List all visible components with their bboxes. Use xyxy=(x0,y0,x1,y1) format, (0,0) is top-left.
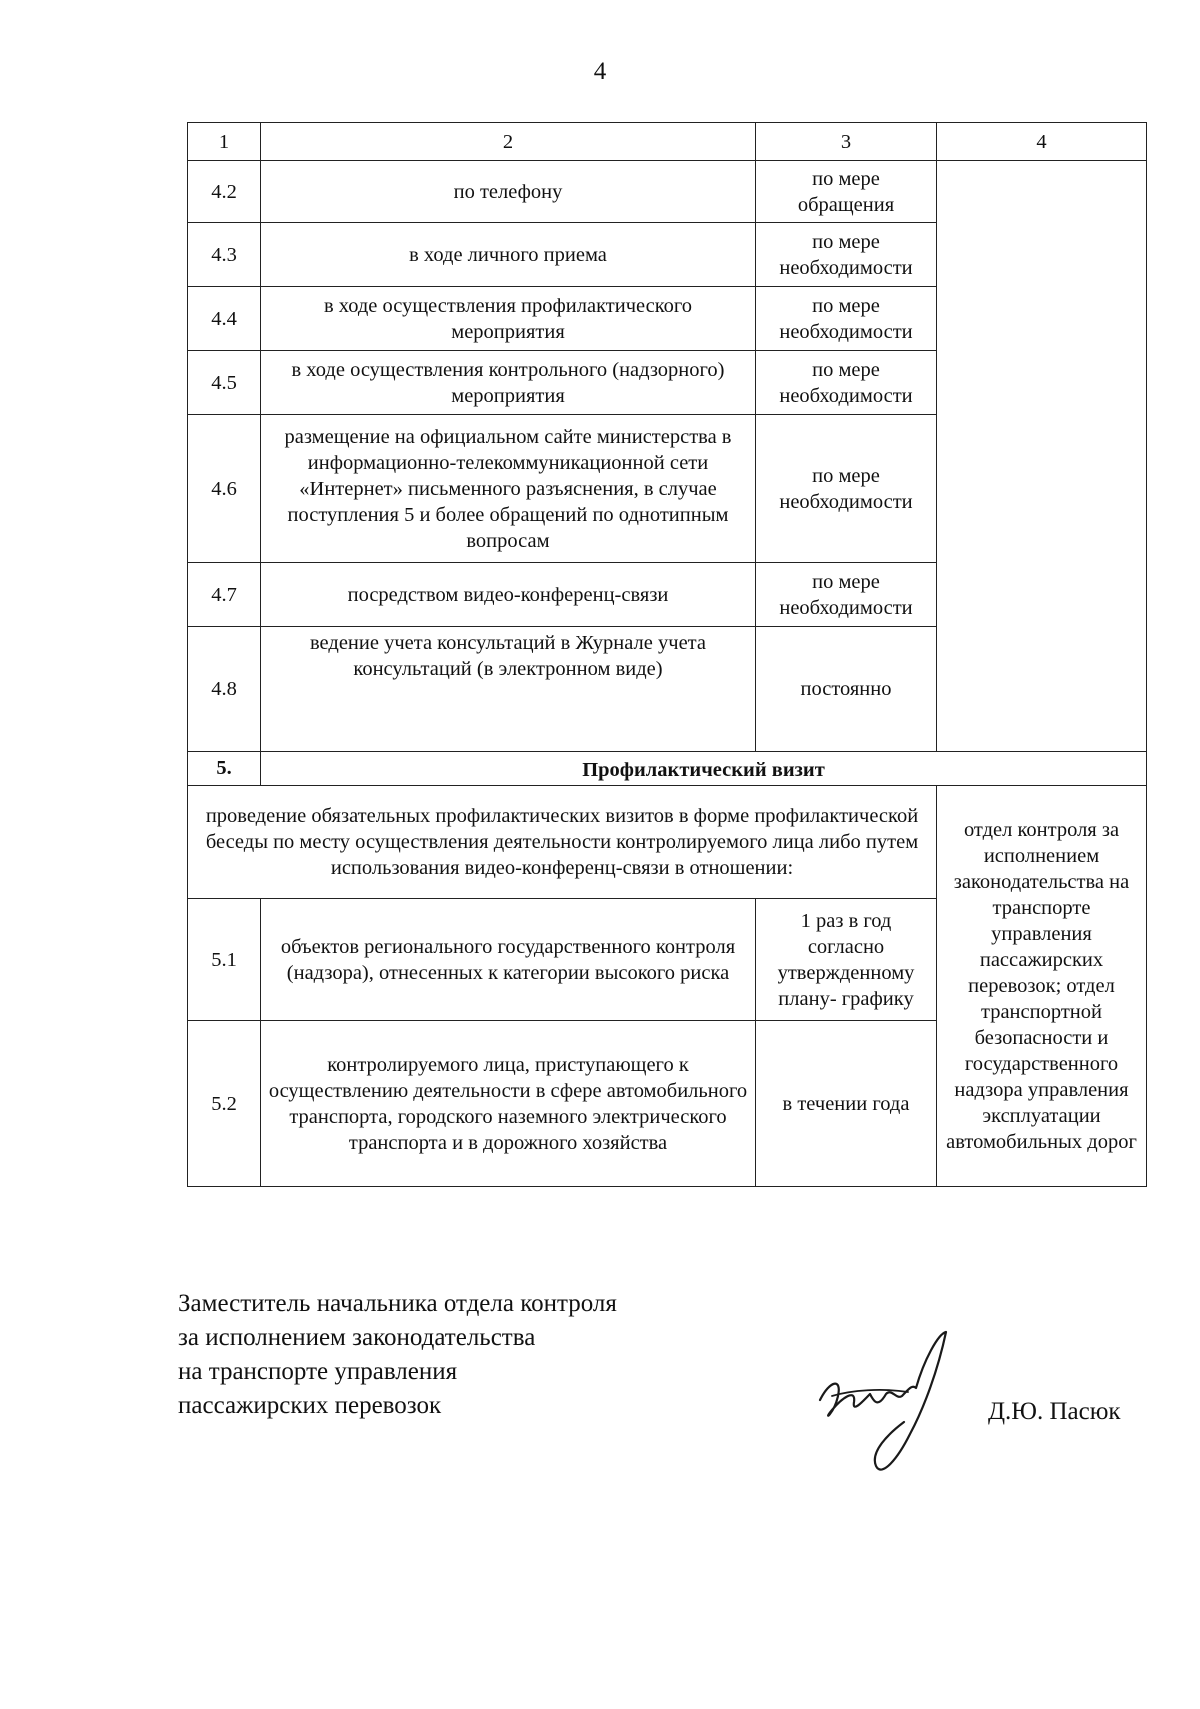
row-number: 4.4 xyxy=(188,287,261,351)
row-text: объектов регионального государственного контроля (надзора), отнесенных к категории высокого риска xyxy=(261,899,756,1021)
section-title: Профилактический визит xyxy=(261,752,1147,786)
row-period: по мере необходимости xyxy=(756,415,937,563)
row-period: постоянно xyxy=(756,627,937,752)
section-header-row xyxy=(188,752,1147,786)
responsible-cell-empty xyxy=(937,161,1147,752)
column-header-1: 1 xyxy=(188,123,261,161)
responsible-departments: отдел контроля за исполнением законодательства на транспорте управления пассажирских перевозок; отдел транспортной безопасности и государственного надзора управления эксплуатации автомобильных дорог xyxy=(937,786,1147,1187)
row-text: ведение учета консультаций в Журнале учета консультаций (в электронном виде) xyxy=(261,627,756,752)
table-header-row xyxy=(188,123,1147,161)
row-number: 4.2 xyxy=(188,161,261,223)
row-number: 5.1 xyxy=(188,899,261,1021)
row-number: 4.7 xyxy=(188,563,261,627)
row-period: в течении года xyxy=(756,1021,937,1187)
signer-position xyxy=(178,1287,617,1423)
row-number: 4.8 xyxy=(188,627,261,752)
row-number: 4.3 xyxy=(188,223,261,287)
row-period: по мере необходимости xyxy=(756,223,937,287)
row-text: контролируемого лица, приступающего к осуществлению деятельности в сфере автомобильного транспорта, городского наземного электрического транспорта и в дорожного хозяйства xyxy=(261,1021,756,1187)
section-intro-row xyxy=(188,786,1147,899)
row-text: по телефону xyxy=(261,161,756,223)
signer-position-line: на транспорте управления xyxy=(178,1358,458,1385)
page-number: 4 xyxy=(593,58,607,85)
row-number: 4.6 xyxy=(188,415,261,563)
handwritten-signature xyxy=(812,1330,962,1480)
row-text: в ходе личного приема xyxy=(261,223,756,287)
row-number: 5.2 xyxy=(188,1021,261,1187)
signer-name: Д.Ю. Пасюк xyxy=(988,1398,1121,1425)
activities-table xyxy=(187,122,1147,1187)
row-number: 4.5 xyxy=(188,351,261,415)
signer-position-line: пассажирских перевозок xyxy=(178,1392,442,1419)
column-header-3: 3 xyxy=(756,123,937,161)
row-text: в ходе осуществления контрольного (надзорного) мероприятия xyxy=(261,351,756,415)
column-header-4: 4 xyxy=(937,123,1147,161)
row-period: по мере необходимости xyxy=(756,287,937,351)
column-header-2: 2 xyxy=(261,123,756,161)
row-text: посредством видео-конференц-связи xyxy=(261,563,756,627)
row-period: по мере необходимости xyxy=(756,351,937,415)
row-text: размещение на официальном сайте министерства в информационно-телекоммуникационной сети «Интернет» письменного разъяснения, в случае поступления 5 и более обращений по однотипным вопросам xyxy=(261,415,756,563)
signer-position-line: Заместитель начальника отдела контроля xyxy=(178,1290,617,1317)
section-number: 5. xyxy=(188,752,261,786)
table-row xyxy=(188,161,1147,223)
row-period: 1 раз в год согласно утвержденному плану- графику xyxy=(756,899,937,1021)
row-period: по мере необходимости xyxy=(756,563,937,627)
section-intro: проведение обязательных профилактических визитов в форме профилактической беседы по месту осуществления деятельности контролируемого лица либо путем использования видео-конференц-связи в отношении: xyxy=(188,786,937,899)
row-text: в ходе осуществления профилактического мероприятия xyxy=(261,287,756,351)
signer-position-line: за исполнением законодательства xyxy=(178,1324,536,1351)
row-period: по мере обращения xyxy=(756,161,937,223)
